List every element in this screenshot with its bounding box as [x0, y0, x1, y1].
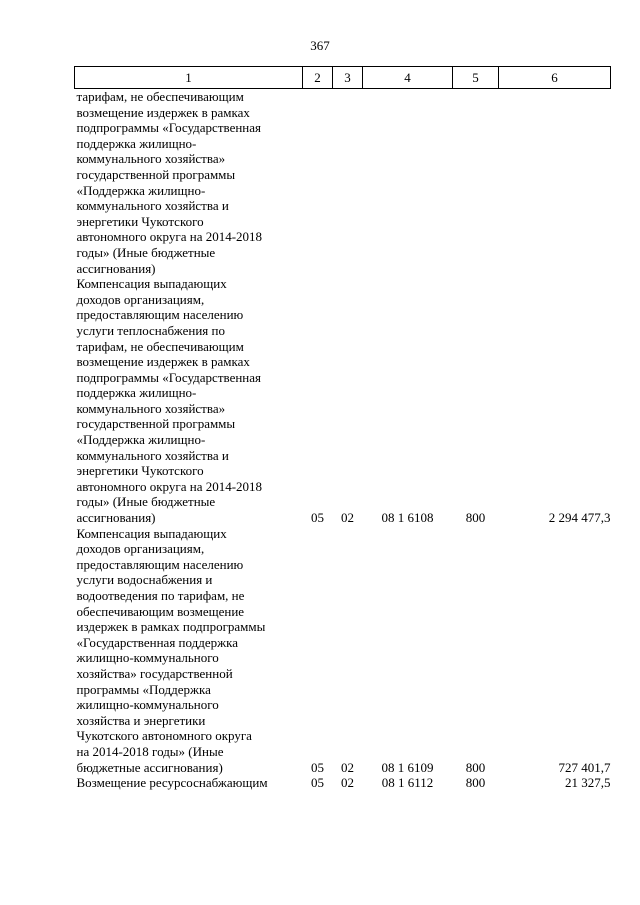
description-line: автономного округа на 2014-2018	[76, 478, 263, 494]
description-line: государственной программы	[76, 166, 236, 182]
description-line: хозяйства и энергетики	[76, 712, 206, 728]
target-article-code	[363, 89, 453, 277]
description-line: бюджетные ассигнования)	[76, 759, 223, 775]
description-line: ассигнования)	[76, 260, 156, 276]
subsection-code: 02	[341, 759, 354, 775]
column-header-1: 1	[75, 67, 303, 89]
description-line: коммунального хозяйства»	[76, 151, 226, 167]
description-line: «Поддержка жилищно-	[76, 182, 206, 198]
description-line: услуги теплоснабжения по	[76, 322, 225, 338]
description-line: поддержка жилищно-	[76, 385, 197, 401]
column-header-6: 6	[499, 67, 611, 89]
description-line: подпрограммы «Государственная	[76, 120, 262, 136]
description-line: услуги водоснабжения и	[76, 572, 213, 588]
row-description	[75, 276, 303, 526]
section-code: 05	[311, 759, 324, 775]
description-line: Чукотского автономного округа	[76, 728, 252, 744]
column-header-5: 5	[453, 67, 499, 89]
description-line: годы» (Иные бюджетные	[76, 244, 216, 260]
description-line: программы «Поддержка	[76, 681, 211, 697]
amount	[499, 89, 611, 277]
subsection-code: 02	[341, 775, 354, 791]
subsection-code	[333, 89, 363, 277]
description-line: Возмещение ресурсоснабжающим	[76, 775, 268, 791]
description-line: годы» (Иные бюджетные	[76, 494, 216, 510]
description-line: коммунального хозяйства и	[76, 447, 229, 463]
row-description	[75, 89, 303, 277]
table-row	[75, 89, 611, 277]
description-line: «Государственная поддержка	[76, 634, 239, 650]
description-line: доходов организациям,	[76, 291, 205, 307]
description-line: коммунального хозяйства и	[76, 198, 229, 214]
target-article-code: 08 1 6112	[381, 775, 434, 791]
description-line: обеспечивающим возмещение	[76, 603, 245, 619]
description-line: возмещение издержек в рамках	[76, 354, 250, 370]
description-line: поддержка жилищно-	[76, 135, 197, 151]
description-line: энергетики Чукотского	[76, 463, 204, 479]
description-line: автономного округа на 2014-2018	[76, 229, 263, 245]
description-line: ассигнования)	[76, 510, 156, 526]
column-header-4: 4	[363, 67, 453, 89]
row-description	[75, 775, 303, 791]
budget-table	[74, 66, 611, 791]
table-body	[75, 89, 611, 791]
description-line: энергетики Чукотского	[76, 213, 204, 229]
description-line: издержек в рамках подпрограммы	[76, 619, 266, 635]
description-line: Компенсация выпадающих	[76, 276, 227, 292]
description-line: доходов организациям,	[76, 541, 205, 557]
expense-type-code: 800	[465, 510, 486, 526]
row-description	[75, 526, 303, 776]
table-row	[75, 276, 611, 526]
column-header-row	[75, 67, 611, 89]
section-code: 05	[311, 775, 324, 791]
subsection-code: 02	[341, 510, 354, 526]
table-row	[75, 775, 611, 791]
page-number: 367	[310, 38, 330, 53]
description-line: жилищно-коммунального	[76, 650, 219, 666]
amount: 2 294 477,3	[548, 510, 611, 526]
expense-type-code	[453, 89, 499, 277]
description-line: жилищно-коммунального	[76, 697, 219, 713]
description-line: тарифам, не обеспечивающим	[76, 89, 244, 104]
description-line: государственной программы	[76, 416, 236, 432]
description-line: на 2014-2018 годы» (Иные	[76, 743, 224, 759]
column-header-2: 2	[303, 67, 333, 89]
target-article-code: 08 1 6108	[381, 510, 434, 526]
expense-type-code: 800	[465, 759, 486, 775]
description-line: подпрограммы «Государственная	[76, 369, 262, 385]
description-line: хозяйства» государственной	[76, 665, 233, 681]
expense-type-code: 800	[465, 775, 486, 791]
description-line: предоставляющим населению	[76, 307, 244, 323]
description-line: коммунального хозяйства»	[76, 400, 226, 416]
section-code	[303, 89, 333, 277]
description-line: Компенсация выпадающих	[76, 525, 227, 541]
target-article-code: 08 1 6109	[381, 759, 434, 775]
amount: 727 401,7	[558, 759, 611, 775]
description-line: «Поддержка жилищно-	[76, 432, 206, 448]
column-header-3: 3	[333, 67, 363, 89]
description-line: возмещение издержек в рамках	[76, 104, 250, 120]
description-line: тарифам, не обеспечивающим	[76, 338, 244, 354]
table-row	[75, 526, 611, 776]
description-line: предоставляющим населению	[76, 556, 244, 572]
description-line: водоотведения по тарифам, не	[76, 588, 245, 603]
section-code: 05	[311, 510, 324, 526]
amount: 21 327,5	[565, 775, 611, 791]
